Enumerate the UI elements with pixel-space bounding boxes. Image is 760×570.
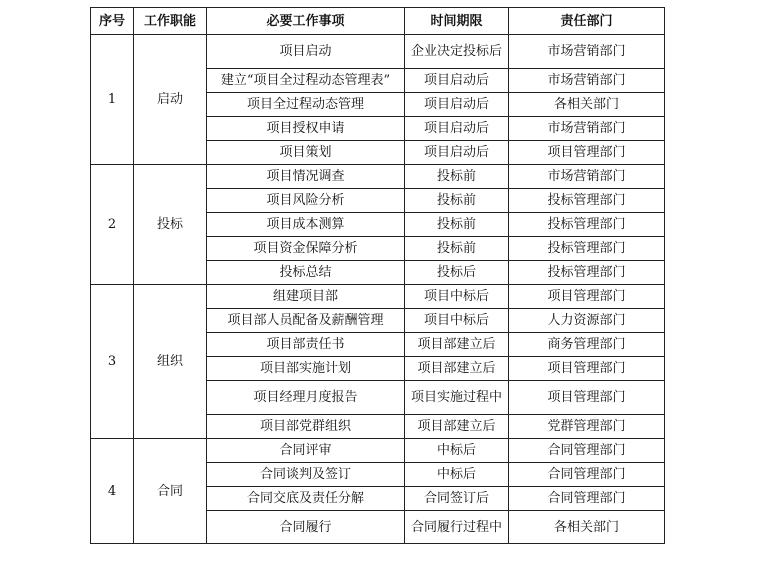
row-department: 项目管理部门 [509,381,665,415]
row-department: 合同管理部门 [509,439,665,463]
row-item: 合同交底及责任分解 [207,487,405,511]
group-function: 合同 [134,439,207,544]
row-department: 项目管理部门 [509,141,665,165]
row-item: 项目部责任书 [207,333,405,357]
row-deadline: 项目部建立后 [405,357,509,381]
header-row [91,8,665,35]
row-deadline: 项目启动后 [405,117,509,141]
row-item: 项目部党群组织 [207,415,405,439]
row-department: 各相关部门 [509,93,665,117]
row-department: 市场营销部门 [509,117,665,141]
row-item: 项目资金保障分析 [207,237,405,261]
row-department: 人力资源部门 [509,309,665,333]
row-deadline: 投标前 [405,237,509,261]
row-deadline: 投标前 [405,165,509,189]
row-item: 项目部实施计划 [207,357,405,381]
row-deadline: 合同履行过程中 [405,511,509,544]
row-item: 投标总结 [207,261,405,285]
row-deadline: 项目启动后 [405,93,509,117]
header-function: 工作职能 [134,8,207,35]
row-item: 项目经理月度报告 [207,381,405,415]
row-deadline: 投标后 [405,261,509,285]
row-department: 各相关部门 [509,511,665,544]
group-number: 4 [91,439,134,544]
row-deadline: 项目中标后 [405,309,509,333]
row-department: 市场营销部门 [509,69,665,93]
row-item: 项目部人员配备及薪酬管理 [207,309,405,333]
row-department: 投标管理部门 [509,261,665,285]
row-department: 市场营销部门 [509,35,665,69]
group-number: 1 [91,35,134,165]
row-deadline: 投标前 [405,189,509,213]
header-department: 责任部门 [509,8,665,35]
row-department: 项目管理部门 [509,285,665,309]
group-function: 启动 [134,35,207,165]
group-number: 3 [91,285,134,439]
row-department: 投标管理部门 [509,189,665,213]
row-department: 商务管理部门 [509,333,665,357]
row-item: 项目启动 [207,35,405,69]
responsibility-table [90,7,665,544]
table-row [91,439,665,463]
row-department: 投标管理部门 [509,213,665,237]
row-deadline: 合同签订后 [405,487,509,511]
row-item: 项目情况调查 [207,165,405,189]
row-deadline: 企业决定投标后 [405,35,509,69]
row-department: 合同管理部门 [509,463,665,487]
table-row [91,35,665,69]
row-item: 项目策划 [207,141,405,165]
table-row [91,285,665,309]
group-number: 2 [91,165,134,285]
row-deadline: 中标后 [405,439,509,463]
header-deadline: 时间期限 [405,8,509,35]
row-deadline: 项目启动后 [405,69,509,93]
row-item: 合同谈判及签订 [207,463,405,487]
row-deadline: 投标前 [405,213,509,237]
row-item: 项目授权申请 [207,117,405,141]
header-no: 序号 [91,8,134,35]
row-department: 投标管理部门 [509,237,665,261]
table-row [91,165,665,189]
row-department: 合同管理部门 [509,487,665,511]
header-item: 必要工作事项 [207,8,405,35]
row-deadline: 项目部建立后 [405,415,509,439]
row-item: 建立“项目全过程动态管理表” [207,69,405,93]
group-function: 投标 [134,165,207,285]
row-deadline: 项目实施过程中 [405,381,509,415]
row-deadline: 项目部建立后 [405,333,509,357]
row-department: 项目管理部门 [509,357,665,381]
row-item: 合同评审 [207,439,405,463]
row-item: 合同履行 [207,511,405,544]
row-department: 党群管理部门 [509,415,665,439]
row-deadline: 中标后 [405,463,509,487]
row-item: 项目风险分析 [207,189,405,213]
row-item: 项目全过程动态管理 [207,93,405,117]
row-department: 市场营销部门 [509,165,665,189]
row-item: 项目成本测算 [207,213,405,237]
group-function: 组织 [134,285,207,439]
row-item: 组建项目部 [207,285,405,309]
row-deadline: 项目启动后 [405,141,509,165]
row-deadline: 项目中标后 [405,285,509,309]
responsibility-table-container [90,7,664,544]
